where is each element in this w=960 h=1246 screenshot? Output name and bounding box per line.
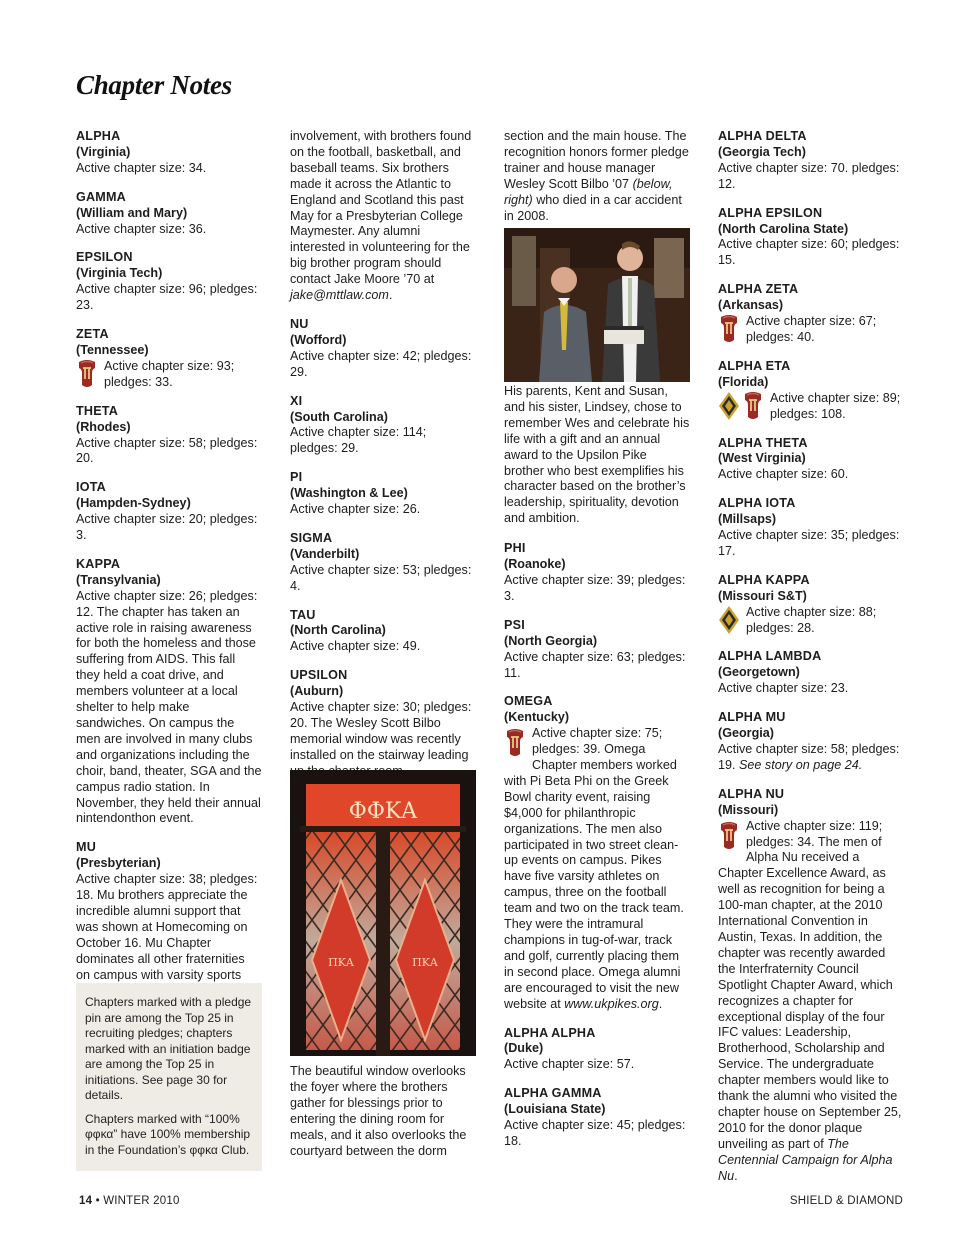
contact-email[interactable]: jake@mttlaw.com	[290, 288, 389, 303]
chapter-text: Active chapter size: 26; pledges: 12. The chapter has taken an active role in raising awareness for both the homeless and those suffering from AIDS. This fall they held a coat drive, and members volunteer at a local shelter to help make sandwiches. On campus the men are involved in many clubs and organizations including the choir, band, theater, SGA and the campus radio station. In November, they held their annual nintendonthon event.	[76, 588, 262, 826]
chapter-school: (Georgia Tech)	[718, 144, 806, 159]
chapter-alpha-nu	[718, 787, 904, 1185]
chapter-iota	[76, 480, 262, 544]
chapter-text: Active chapter size: 34.	[76, 160, 207, 175]
chapter-kappa	[76, 557, 262, 827]
chapter-name: PI	[290, 470, 303, 485]
chapter-text: Active chapter size: 20; pledges: 3.	[76, 512, 258, 543]
chapter-school: (Georgetown)	[718, 665, 800, 680]
chapter-school: (Duke)	[504, 1041, 544, 1056]
chapter-school: (North Carolina)	[290, 623, 386, 638]
chapter-name: SIGMA	[290, 530, 333, 545]
campaign-title: The Centennial Campaign for Alpha Nu	[718, 1136, 893, 1183]
sidebar-note-club: Chapters marked with “100% φφκα” have 100% membership in the Foundation’s φφκα Club.	[85, 1111, 251, 1157]
chapter-school: (West Virginia)	[718, 451, 806, 466]
chapter-text: Active chapter size: 23.	[718, 681, 849, 696]
chapter-text: Active chapter size: 119; pledges: 34. The men of Alpha Nu received a Chapter Excellence Award, as well as recognition for being a 100-man chapter, at the 2010 International Convention in Austin, Texas. In addition, the chapter was recently awarded the Interfraternity Council Spotlight Chapter Award, which recognizes a chapter for exceptional display of the four IFC values: Leadership, Brotherhood, Scholarship and Service. The undergraduate chapter members would like to thank the alumni who visited the chapter house on September 25, 2010 for the donor plaque unveiling as part of	[718, 818, 902, 1151]
chapter-text: Active chapter size: 30; pledges: 20. The Wesley Scott Bilbo memorial window was recently installed on the stairway leading	[290, 700, 472, 762]
chapter-text: Active chapter size: 114; pledges: 29.	[290, 425, 427, 456]
pledge-pin-icon	[718, 314, 740, 344]
chapter-text: Active chapter size: 26.	[290, 502, 421, 517]
chapter-school: (North Carolina State)	[718, 221, 849, 236]
chapter-school: (William and Mary)	[76, 205, 188, 220]
chapter-school: (North Georgia)	[504, 633, 598, 648]
chapter-alpha-eta	[718, 359, 904, 423]
chapter-mu	[76, 840, 262, 983]
chapter-school: (South Carolina)	[290, 409, 388, 424]
pledge-pin-icon	[742, 391, 764, 421]
chapter-text: Active chapter size: 88; pledges: 28.	[746, 604, 877, 635]
issue-label: • WINTER 2010	[95, 1195, 180, 1207]
chapter-text: Active chapter size: 42; pledges: 29.	[290, 348, 472, 379]
pledge-pin-icon	[76, 359, 98, 389]
chapter-alpha-mu	[718, 710, 904, 774]
chapter-name: PHI	[504, 541, 526, 556]
chapter-school: (Louisiana State)	[504, 1102, 606, 1117]
chapter-name: THETA	[76, 403, 119, 418]
chapter-name: UPSILON	[290, 668, 348, 683]
chapter-alpha-alpha	[504, 1026, 690, 1074]
chapter-pi	[290, 470, 476, 518]
legend-sidebar	[76, 983, 262, 1171]
continuation-end: who died in a car accident in 2008.	[504, 192, 682, 223]
chapter-xi	[290, 394, 476, 458]
page-number: 14	[79, 1195, 93, 1207]
chapter-text: Active chapter size: 53; pledges: 4.	[290, 562, 472, 593]
chapter-text: Active chapter size: 57.	[504, 1057, 635, 1072]
chapter-text-end: .	[734, 1168, 738, 1183]
chapter-alpha-lambda	[718, 649, 904, 697]
chapter-name: ALPHA MU	[718, 710, 786, 725]
sidebar-note-pins: Chapters marked with a pledge pin are among the Top 25 in recruiting pledges; chapters marked with an initiation badge are among the Top 25 in initiations. See page 30 for details.	[85, 995, 252, 1102]
chapter-name: ALPHA GAMMA	[504, 1086, 602, 1101]
chapter-name: ALPHA ETA	[718, 358, 791, 373]
chapter-gamma	[76, 190, 262, 238]
chapter-school: (Rhodes)	[76, 419, 131, 434]
upsilon-continuation	[504, 129, 690, 224]
chapter-name: ALPHA ZETA	[718, 282, 799, 297]
chapter-sigma	[290, 531, 476, 595]
chapter-school: (Auburn)	[290, 684, 344, 699]
chapter-epsilon	[76, 250, 262, 314]
chapter-alpha-delta	[718, 129, 904, 193]
chapter-text: Active chapter size: 38; pledges: 18. Mu brothers appreciate the incredible alumni support that was shown at Homecoming on October 16. Mu Chapter dominates all other fraternities on campus with varsity sports	[76, 872, 258, 982]
continuation-text: involvement, with brothers found on the football, basketball, and baseball teams. Six brothers made it across the Atlantic to England and Scotland this past May for a Presbyterian College Maymester. Any alumni interested in volunteering for the big brother program should contact Jake Moore ’70 at	[290, 129, 472, 287]
chapter-school: (Presbyterian)	[76, 856, 161, 871]
chapter-school: (Vanderbilt)	[290, 546, 360, 561]
chapter-name: MU	[76, 840, 96, 855]
chapter-school: (Virginia Tech)	[76, 266, 163, 281]
continuation-end: .	[388, 288, 393, 303]
chapter-omega	[504, 694, 690, 1012]
chapter-text: Active chapter size: 75; pledges: 39. Omega Chapter members worked with Pi Beta Phi on the Greek Bowl charity event, raising $4,000 for philanthropic organizations. The men also participated in two street clean-up events on campus. Pikes have five varsity athletes on campus, three on the football team and two on the track team. They were the intramural champions in tug-of-war, track and golf, currently placing them in second place. Omega alumni are encouraged to visit the new website at	[504, 726, 684, 1011]
chapter-school: (Roanoke)	[504, 557, 566, 572]
page-title: Chapter Notes	[76, 70, 232, 100]
chapter-website-link[interactable]: www.ukpikes.org	[564, 996, 659, 1011]
chapter-alpha-gamma	[504, 1086, 690, 1150]
photo-reference: (below, right)	[504, 176, 673, 207]
chapter-text: Active chapter size: 36.	[76, 221, 207, 236]
window-diamond-letters-left: ΠΚΑ	[328, 956, 354, 969]
chapter-school: (Missouri)	[718, 802, 779, 817]
chapter-text: Active chapter size: 63; pledges: 11.	[504, 649, 686, 680]
chapter-text: Active chapter size: 58; pledges: 20.	[76, 435, 258, 466]
chapter-name: ALPHA EPSILON	[718, 205, 823, 220]
chapter-text: Active chapter size: 96; pledges: 23.	[76, 282, 258, 313]
chapter-name: ALPHA THETA	[718, 435, 808, 450]
initiation-badge-icon	[718, 391, 740, 421]
chapter-name: ALPHA DELTA	[718, 129, 807, 143]
chapter-text: Active chapter size: 45; pledges: 18.	[504, 1118, 686, 1148]
chapter-name: ALPHA LAMBDA	[718, 649, 822, 664]
pledge-pin-icon	[718, 821, 740, 851]
column-3-lower	[504, 384, 690, 1163]
chapter-name: NU	[290, 316, 309, 331]
chapter-school: (Tennessee)	[76, 342, 149, 357]
window-caption: The beautiful window overlooks the foyer where the brothers gather for blessings prior to entering the dining room for meals, and it also overlooks the courtyard between the dorm	[290, 1064, 467, 1158]
chapter-name: EPSILON	[76, 250, 133, 265]
chapter-name: OMEGA	[504, 694, 553, 709]
footer-left	[79, 1195, 180, 1207]
upsilon-award-text: His parents, Kent and Susan, and his sister, Lindsey, chose to remember Wes and celebrate his life with a gift and an annual award to the Upsilon Pike brother who best exemplifies his character based on the brother’s leadership, spirituality, devotion and ambition.	[504, 384, 690, 526]
chapter-name: ALPHA	[76, 129, 121, 143]
window-top-letters: ΦΦΚΑ	[348, 799, 418, 824]
memorial-window-photo	[290, 770, 476, 1056]
column-2	[290, 129, 476, 793]
chapter-school: (Transylvania)	[76, 572, 161, 587]
chapter-nu	[290, 317, 476, 381]
chapter-name: ALPHA KAPPA	[718, 572, 810, 587]
chapter-zeta	[76, 327, 262, 391]
chapter-school: (Florida)	[718, 374, 769, 389]
window-caption-block	[290, 1064, 476, 1159]
chapter-text-end: .	[658, 996, 663, 1011]
chapter-name: XI	[290, 393, 303, 408]
chapter-psi	[504, 618, 690, 682]
chapter-alpha-zeta	[718, 282, 904, 346]
continuation-text: section and the main house. The recognition honors former pledge trainer and house manager Wesley Scott Bilbo ’07	[504, 129, 689, 191]
chapter-alpha-kappa	[718, 573, 904, 637]
chapter-school: (Arkansas)	[718, 298, 784, 313]
mu-continuation	[290, 129, 476, 304]
chapter-name: ZETA	[76, 327, 109, 342]
upsilon-award-text-block	[504, 384, 690, 527]
chapter-school: (Wofford)	[290, 332, 347, 347]
chapter-theta	[76, 404, 262, 468]
footer-magazine-name: SHIELD & DIAMOND	[789, 1195, 903, 1207]
chapter-text: Active chapter size: 93; pledges: 33.	[104, 358, 235, 389]
chapter-alpha-epsilon	[718, 206, 904, 270]
chapter-name: ALPHA ALPHA	[504, 1025, 596, 1040]
column-4	[718, 129, 904, 1197]
chapter-school: (Millsaps)	[718, 512, 777, 527]
chapter-text: Active chapter size: 39; pledges: 3.	[504, 572, 686, 603]
chapter-text: Active chapter size: 60; pledges: 15.	[718, 237, 900, 268]
chapter-alpha	[76, 129, 262, 177]
chapter-school: (Missouri S&T)	[718, 588, 807, 603]
initiation-badge-icon	[718, 605, 740, 635]
column-1	[76, 129, 262, 997]
chapter-name: ALPHA IOTA	[718, 496, 796, 511]
chapter-name: KAPPA	[76, 556, 121, 571]
column-3	[504, 129, 690, 237]
chapter-text: Active chapter size: 35; pledges: 17.	[718, 528, 900, 558]
chapter-text: Active chapter size: 60.	[718, 467, 849, 482]
chapter-text: Active chapter size: 89; pledges: 108.	[770, 390, 901, 421]
chapter-name: PSI	[504, 617, 525, 632]
chapter-phi	[504, 541, 690, 605]
chapter-text: Active chapter size: 49.	[290, 639, 421, 654]
chapter-name: GAMMA	[76, 189, 126, 204]
chapter-name: ALPHA NU	[718, 786, 785, 801]
chapter-school: (Kentucky)	[504, 710, 570, 725]
chapter-school: (Georgia)	[718, 726, 774, 741]
chapter-name: IOTA	[76, 480, 106, 495]
chapter-text: Active chapter size: 67; pledges: 40.	[746, 314, 877, 344]
chapter-alpha-theta	[718, 436, 904, 484]
chapter-school: (Washington & Lee)	[290, 486, 408, 501]
chapter-text: Active chapter size: 70. pledges: 12.	[718, 160, 900, 191]
chapter-name: TAU	[290, 607, 316, 622]
chapter-school: (Hampden-Sydney)	[76, 496, 191, 511]
chapter-text: Active chapter size: 58; pledges: 19.	[718, 742, 900, 772]
window-diamond-letters-right: ΠΚΑ	[412, 956, 438, 969]
story-reference: See story on page 24.	[739, 757, 863, 772]
chapter-school: (Virginia)	[76, 144, 131, 159]
chapter-tau	[290, 608, 476, 656]
chapter-upsilon	[290, 668, 476, 779]
chapter-alpha-iota	[718, 496, 904, 560]
pledge-pin-icon	[504, 728, 526, 758]
bilbo-family-photo	[504, 228, 690, 382]
